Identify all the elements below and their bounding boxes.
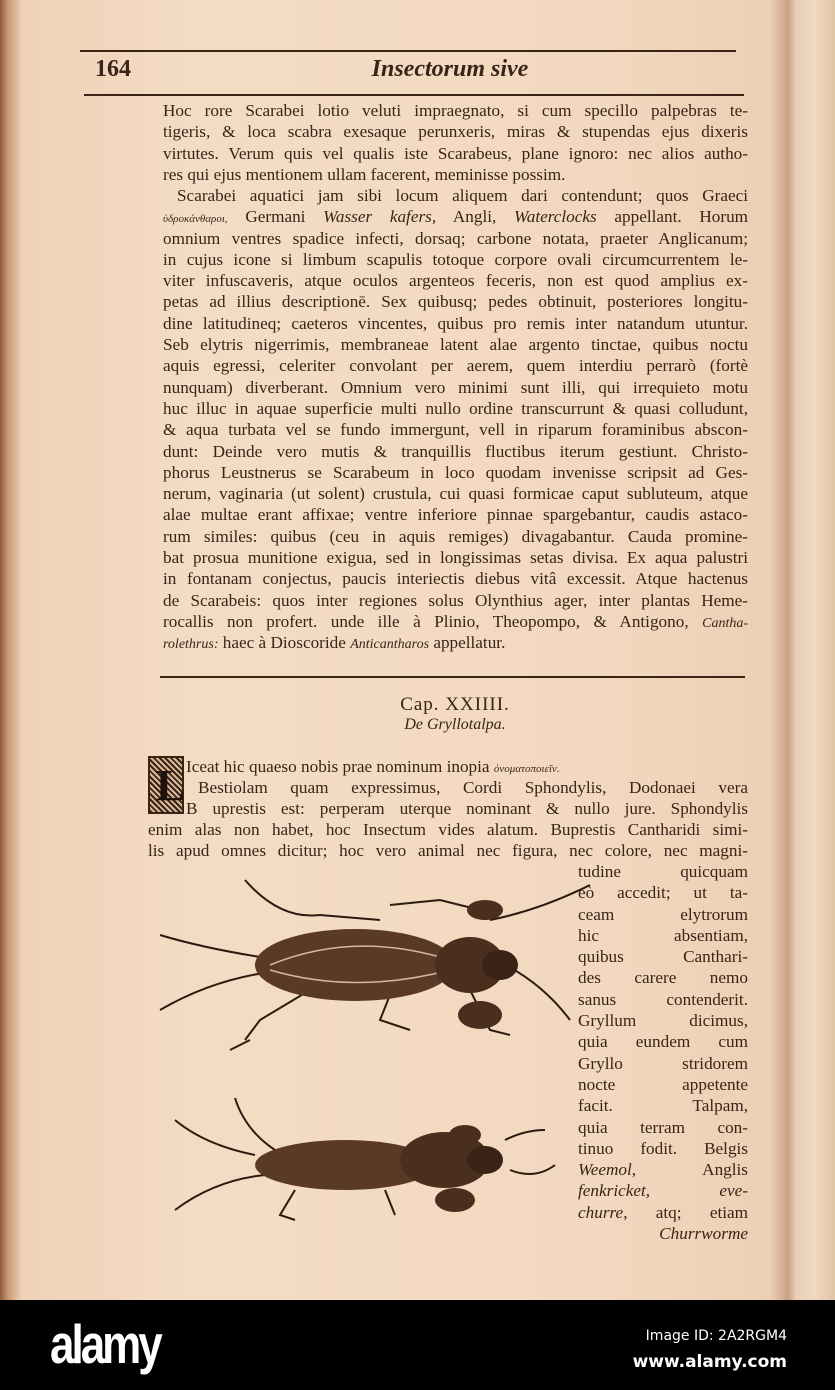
text-line: des carere nemo: [578, 968, 748, 988]
italic-term: Wasser kafers,: [323, 207, 437, 227]
text-line: [163, 206, 748, 227]
italic-term: Churrworme: [659, 1224, 748, 1244]
text-line: Gryllo stridorem: [578, 1053, 748, 1073]
text-line: Gryllum dicimus,: [578, 1011, 748, 1031]
text-line: hic absentiam,: [578, 925, 748, 945]
text-line: [578, 1202, 748, 1223]
text-line: B uprestis est: perperam uterque nominant & nullo jure. Sphondylis: [186, 799, 748, 819]
mole-cricket-illustration-bottom: [165, 1090, 565, 1235]
paragraph-2: [163, 185, 748, 654]
text-run: Germani: [245, 207, 306, 227]
text-line: huc illuc in aquae superficie multi nullo ordine transcurrunt & quasi colludunt,: [163, 398, 748, 418]
text-line: lis apud omnes dicitur; hoc vero animal nec figura, nec colore, nec magni-: [148, 841, 748, 861]
text-line: dunt: Deinde vero mutis & tranquillis fluctibus iterum gestiunt. Christo-: [163, 441, 748, 461]
text-line: in fontanam conjectus, paucis interiectis diebus vitâ excessit. Atque hactenus: [163, 569, 748, 589]
decorated-initial: [148, 756, 184, 814]
italic-term: Weemol: [578, 1160, 632, 1180]
text-column: [578, 861, 748, 1244]
text-line: tudine quicquam: [578, 862, 748, 881]
text-line: [578, 1223, 748, 1244]
text-line: de Scarabeis: quos inter regiones solus Olynthius ager, inter plantas Heme-: [163, 590, 748, 610]
text-line: Hoc rore Scarabei lotio veluti impraegnato, si cum specillo palpebras te-: [163, 101, 748, 120]
text-line: aquis egressi, celeriter convolant per aerem, quem interdiu perrarò (fortè: [163, 356, 748, 376]
text-line: petas ad illius descriptionē. Sex quibusq; pedes obtinuit, posteriores longitu-: [163, 292, 748, 312]
paragraph-3-full-lines: [148, 819, 748, 862]
italic-term: Cantha-: [702, 615, 748, 631]
page-number: 164: [95, 56, 131, 82]
greek-word: ὀνοματοποιεῖν.: [493, 763, 560, 775]
text-line: in cujus icone si limbum scapulis totoque corpore ovali circumcurrentem le-: [163, 249, 748, 269]
italic-term: Anticantharos: [350, 637, 430, 653]
text-line: tigeris, & loca scabra exesaque perunxeris, miras & stupendas ejus dixeris: [163, 122, 748, 142]
text-line: [578, 1159, 748, 1180]
text-line: alae multae erant affixae; ventre inferiore pinnae spargebantur, caudis astaco-: [163, 505, 748, 525]
text-line: [163, 632, 748, 653]
text-run: haec à Dioscoride: [222, 633, 346, 653]
italic-term: fenkricket: [578, 1181, 646, 1201]
text-line: nunquam) diverberant. Omnium vero minimi sunt illi, qui irrequieto motu: [163, 377, 748, 397]
text-run: appellant. Horum: [614, 207, 749, 227]
mole-cricket-illustration-top: [150, 870, 600, 1060]
text-line: [186, 756, 626, 777]
text-line: sanus contenderit.: [578, 989, 748, 1009]
header-bottom-rule: [84, 94, 744, 96]
text-line: ceam elytrorum: [578, 904, 748, 924]
chapter-title: Cap. XXIIII.: [400, 694, 510, 715]
running-title: Insectorum sive: [371, 56, 529, 82]
text-line: quibus Canthari-: [578, 947, 748, 967]
text-line: quia eundem cum: [578, 1032, 748, 1052]
header-top-rule: [80, 50, 736, 52]
text-line: tinuo fodit. Belgis: [578, 1138, 748, 1158]
section-divider: [160, 676, 745, 678]
italic-term: churre: [578, 1202, 624, 1222]
chapter-subtitle: De Gryllotalpa.: [404, 716, 506, 733]
alamy-logo: alamy: [50, 1314, 160, 1376]
text-line: eò accedit; ut ta-: [578, 883, 748, 903]
text-line: phorus Leustnerus se Scarabeum in loco quodam invenisse scripsit ad Ges-: [163, 462, 748, 482]
text-line: omnium ventres spadice infecti, dorsaq; carbone notata, praeter Anglicanum;: [163, 228, 748, 248]
text-run: Iceat hic quaeso nobis prae nominum inopia: [186, 757, 490, 776]
italic-term: , eve-: [645, 1181, 748, 1201]
insect-body: [255, 929, 455, 1001]
text-line: Bestiolam quam expressimus, Cordi Sphondylis, Dodonaei vera: [198, 778, 748, 797]
text-line: nerum, vaginaria (ut solent) crustula, cui quasi formicae caput subluteum, atque: [163, 484, 748, 504]
text-line: viter infuscaveris, atque oculos argenteos feceris, non est quod amplius ex-: [163, 271, 748, 291]
paragraph-3-lines: [186, 777, 748, 820]
text-line: quia terram con-: [578, 1117, 748, 1137]
italic-term: Waterclocks: [513, 207, 597, 227]
text-line: enim alas non habet, hoc Insectum vides alatum. Buprestis Cantharidi simi-: [148, 820, 748, 839]
text-line: nocte appetente: [578, 1074, 748, 1094]
text-line: facit. Talpam,: [578, 1096, 748, 1116]
italic-term: rolethrus:: [163, 637, 219, 653]
text-line: res qui ejus mentionem ullam facerent, meminisse possim.: [163, 164, 566, 184]
text-run: Angli,: [452, 207, 497, 227]
text-line: virtutes. Verum quis vel qualis iste Scarabeus, plane ignoro: nec alios autho-: [163, 143, 748, 163]
site-url: www.alamy.com: [632, 1352, 787, 1372]
text-line: dine latitudineq; caeteros vincentes, quibus pro remis inter natandum utuntur.: [163, 313, 748, 333]
paragraph-3-first-line: [186, 756, 626, 777]
text-line: & aqua turbata vel se fundo immergunt, vell in riparum foraminibus abscon-: [163, 420, 748, 440]
text-run: , Anglis: [631, 1160, 748, 1180]
text-run: rocallis non profert. unde ille à Plinio, Theopompo, & Antigono,: [163, 611, 689, 631]
greek-word: ὑδροκάνθαροι,: [163, 213, 228, 226]
text-line: rum similes: quibus (ceu in aquis remiges) divagabantur. Cauda promine-: [163, 526, 748, 546]
image-id: Image ID: 2A2RGM4: [645, 1328, 787, 1344]
text-line: bat prosua munitione exigua, sed in longissimas setas divisa. Ex aqua palustri: [163, 548, 748, 568]
text-run: appellatur.: [433, 633, 506, 653]
paragraph-1: [163, 100, 748, 185]
watermark-banner: [0, 1300, 835, 1390]
text-line: Scarabei aquatici jam sibi locum aliquem dari contendunt; quos Graeci: [177, 186, 748, 205]
text-run: , atq; etiam: [623, 1202, 748, 1222]
initial-letter: L: [156, 761, 186, 810]
text-line: [163, 611, 748, 632]
text-line: Seb elytris nigerrimis, membraneae latent alae argento tinctae, quibus noctu: [163, 335, 748, 355]
text-line: [578, 1180, 748, 1201]
